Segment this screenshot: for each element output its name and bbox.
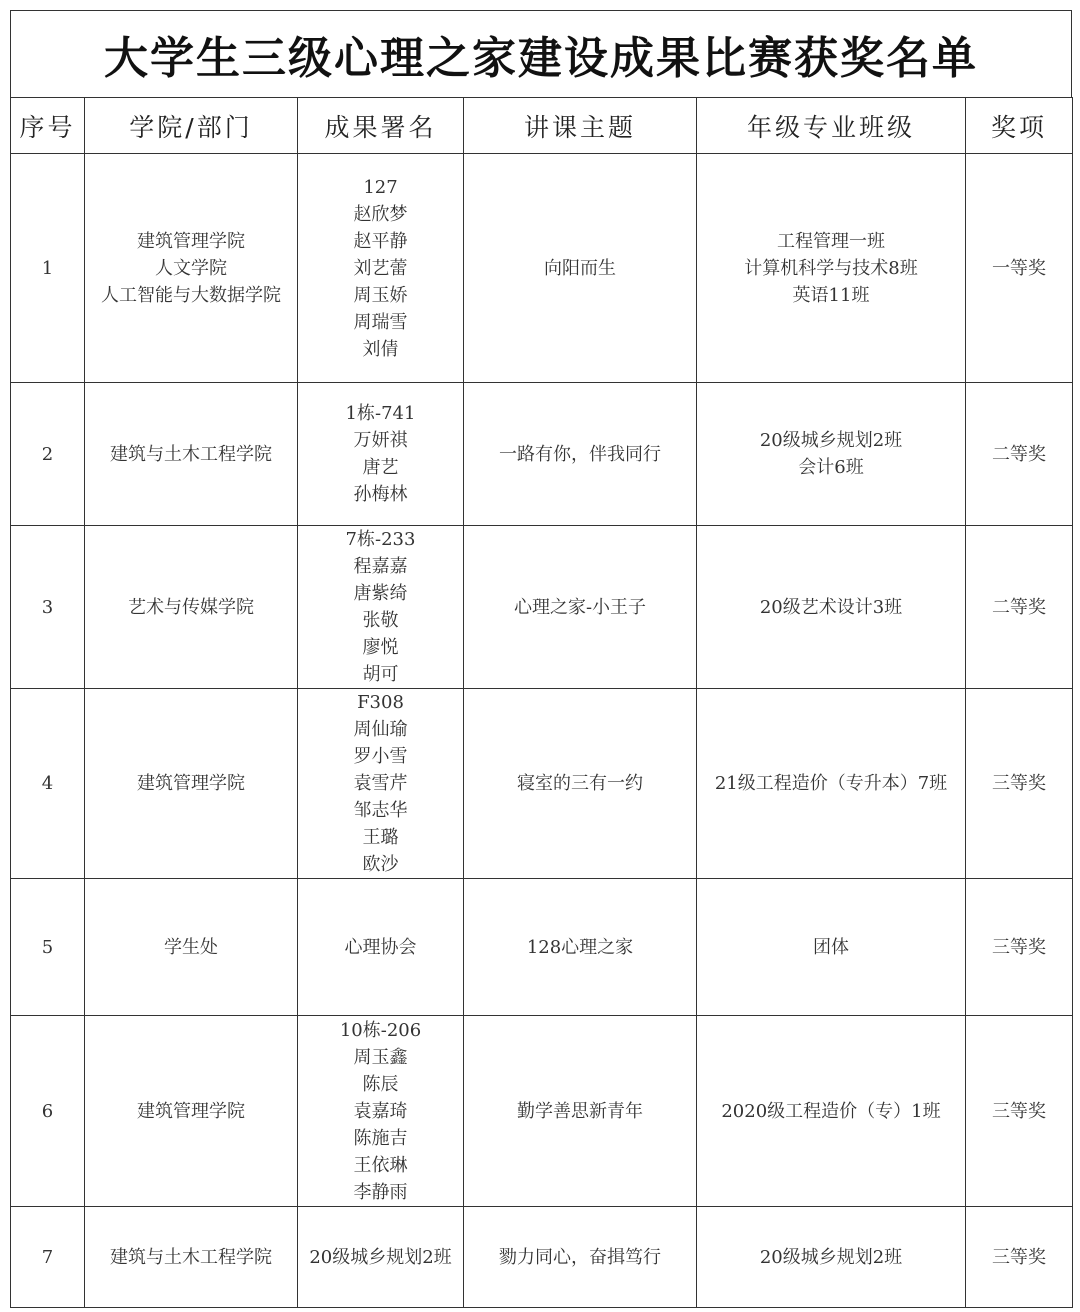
college-cell [85, 154, 298, 383]
award-table [10, 97, 1073, 1308]
class-cell-line: 会计6班 [798, 457, 864, 478]
award-cell: 二等奖 [966, 526, 1073, 689]
names-cell [298, 154, 464, 383]
names-cell-line: 心理协会 [344, 936, 417, 958]
names-cell-line: 7栋-233 [345, 529, 416, 550]
class-cell [697, 1207, 966, 1308]
college-cell [85, 689, 298, 879]
college-cell-line: 建筑与土木工程学院 [110, 443, 272, 465]
row-number-cell: 5 [11, 879, 85, 1016]
award-cell: 一等奖 [966, 154, 1073, 383]
names-cell-line: 袁雪芹 [353, 773, 408, 794]
header-cell-names: 成果署名 [298, 98, 464, 154]
row-number-cell: 3 [11, 526, 85, 689]
row-number-cell: 4 [11, 689, 85, 879]
names-cell-line: 袁嘉琦 [353, 1100, 408, 1122]
college-cell-line: 艺术与传媒学院 [128, 596, 254, 618]
row-number-cell: 7 [11, 1207, 85, 1308]
table-row [11, 1207, 1073, 1308]
names-cell-line: 赵平静 [353, 230, 408, 252]
names-cell-line: 唐艺 [362, 457, 399, 478]
table-row [11, 154, 1073, 383]
names-cell-line: 唐紫绮 [353, 583, 408, 604]
college-cell-line: 建筑管理学院 [137, 230, 245, 252]
row-number-cell: 6 [11, 1016, 85, 1207]
college-cell-line: 学生处 [164, 936, 218, 958]
header-cell-class: 年级专业班级 [697, 98, 966, 154]
class-cell-line: 21级工程造价（专升本）7班 [714, 773, 948, 794]
names-cell-line: 邹志华 [353, 800, 408, 821]
header-cell-college: 学院/部门 [85, 98, 298, 154]
college-cell [85, 1207, 298, 1308]
table-body [11, 154, 1073, 1308]
names-cell-line: 刘倩 [362, 338, 399, 360]
table-row [11, 689, 1073, 879]
names-cell [298, 1016, 464, 1207]
names-cell-line: 周瑞雪 [353, 311, 408, 333]
names-cell-line: 欧沙 [362, 854, 399, 875]
class-cell-line: 20级艺术设计3班 [759, 596, 903, 618]
names-cell-line: 陈辰 [362, 1073, 399, 1095]
names-cell-line: 孙梅林 [353, 484, 408, 505]
college-cell-line: 建筑与土木工程学院 [110, 1246, 272, 1268]
names-cell-line: 20级城乡规划2班 [309, 1246, 452, 1268]
names-cell-line: 李静雨 [353, 1181, 408, 1203]
class-cell [697, 689, 966, 879]
names-cell-line: 王璐 [362, 827, 399, 848]
college-cell-line: 人文学院 [155, 257, 227, 279]
names-cell-line: 1栋-741 [345, 403, 416, 424]
college-cell-line: 建筑管理学院 [137, 773, 245, 794]
table-row [11, 879, 1073, 1016]
names-cell-line: 10栋-206 [339, 1019, 422, 1041]
award-cell: 三等奖 [966, 689, 1073, 879]
college-cell [85, 383, 298, 526]
page-title: 大学生三级心理之家建设成果比赛获奖名单 [10, 10, 1072, 97]
names-cell [298, 1207, 464, 1308]
names-cell [298, 526, 464, 689]
names-cell-line: 陈施吉 [353, 1127, 408, 1149]
award-cell: 三等奖 [966, 1207, 1073, 1308]
names-cell-line: 廖悦 [362, 637, 399, 658]
row-number-cell: 2 [11, 383, 85, 526]
header-cell-topic: 讲课主题 [464, 98, 697, 154]
class-cell-line: 计算机科学与技术8班 [744, 257, 918, 279]
class-cell [697, 1016, 966, 1207]
college-cell [85, 879, 298, 1016]
names-cell [298, 879, 464, 1016]
names-cell-line: 王依琳 [353, 1154, 408, 1176]
class-cell-line: 团体 [813, 936, 849, 958]
names-cell-line: 周玉娇 [353, 284, 408, 306]
award-cell: 三等奖 [966, 1016, 1073, 1207]
award-cell: 二等奖 [966, 383, 1073, 526]
names-cell-line: F308 [357, 692, 404, 713]
topic-cell: 心理之家-小王子 [464, 526, 697, 689]
header-row [11, 98, 1073, 154]
college-cell-line: 人工智能与大数据学院 [101, 284, 281, 306]
award-cell: 三等奖 [966, 879, 1073, 1016]
class-cell-line: 工程管理一班 [777, 230, 885, 252]
names-cell-line: 万妍祺 [353, 430, 408, 451]
college-cell-line: 建筑管理学院 [137, 1100, 245, 1122]
names-cell [298, 689, 464, 879]
award-list-sheet [10, 10, 1072, 1308]
topic-cell: 一路有你，伴我同行 [464, 383, 697, 526]
names-cell-line: 张敬 [362, 610, 399, 631]
header-cell-award: 奖项 [966, 98, 1073, 154]
names-cell-line: 程嘉嘉 [353, 556, 408, 577]
class-cell-line: 20级城乡规划2班 [759, 1246, 903, 1268]
names-cell-line: 罗小雪 [353, 746, 408, 767]
class-cell [697, 154, 966, 383]
class-cell-line: 20级城乡规划2班 [759, 430, 903, 451]
table-row [11, 383, 1073, 526]
names-cell-line: 周仙瑜 [353, 719, 408, 740]
topic-cell: 128心理之家 [464, 879, 697, 1016]
class-cell [697, 383, 966, 526]
names-cell-line: 127 [363, 176, 398, 198]
class-cell-line: 英语11班 [792, 284, 870, 306]
names-cell-line: 胡可 [362, 664, 399, 685]
table-row [11, 526, 1073, 689]
college-cell [85, 1016, 298, 1207]
row-number-cell: 1 [11, 154, 85, 383]
names-cell-line: 刘艺蕾 [353, 257, 408, 279]
header-cell-no: 序号 [11, 98, 85, 154]
table-row [11, 1016, 1073, 1207]
names-cell [298, 383, 464, 526]
names-cell-line: 赵欣梦 [353, 203, 408, 225]
topic-cell: 寝室的三有一约 [464, 689, 697, 879]
topic-cell: 勤学善思新青年 [464, 1016, 697, 1207]
class-cell-line: 2020级工程造价（专）1班 [721, 1100, 941, 1122]
topic-cell: 勠力同心，奋揖笃行 [464, 1207, 697, 1308]
names-cell-line: 周玉鑫 [353, 1046, 408, 1068]
topic-cell: 向阳而生 [464, 154, 697, 383]
college-cell [85, 526, 298, 689]
class-cell [697, 879, 966, 1016]
class-cell [697, 526, 966, 689]
